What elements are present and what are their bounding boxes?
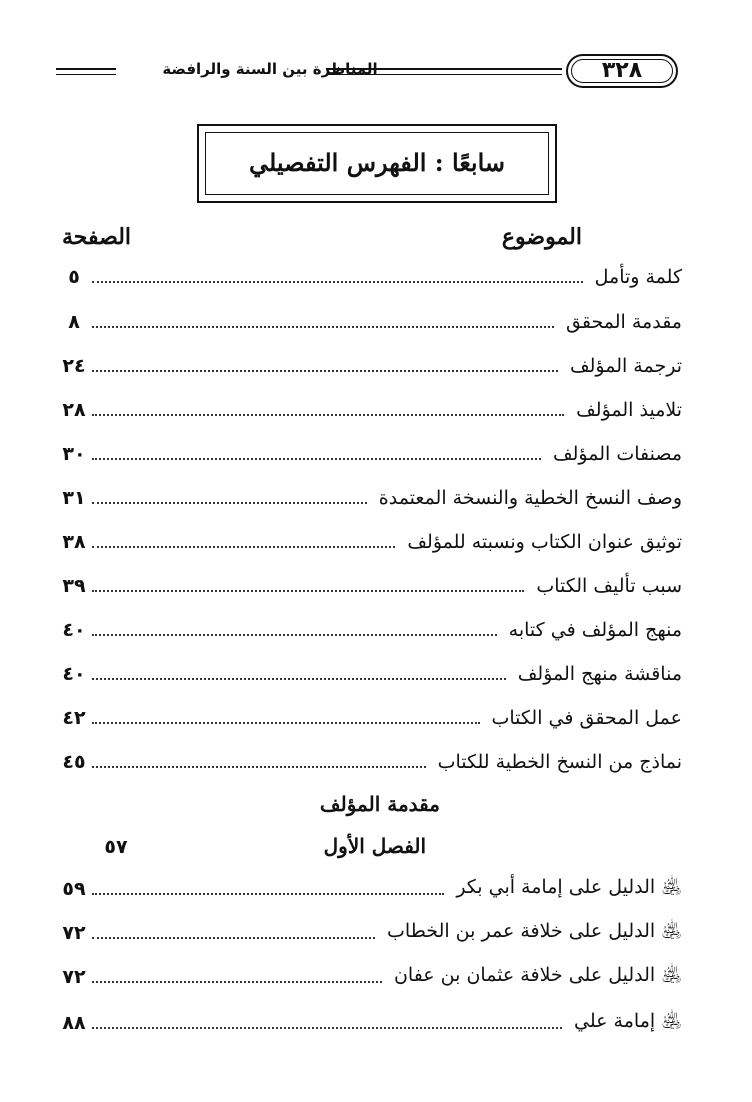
toc-entry[interactable] — [62, 569, 682, 603]
toc-entry-title: مناقشة منهج المؤلف — [517, 663, 682, 685]
toc-entry[interactable] — [62, 657, 682, 691]
leader-dots — [92, 893, 444, 895]
toc-entry-page: ٣٨ — [62, 531, 86, 553]
toc-entry-title: وصف النسخ الخطية والنسخة المعتمدة — [378, 487, 682, 509]
author-intro-heading[interactable]: مقدمة المؤلف — [319, 792, 440, 816]
column-header-topic: الموضوع — [501, 224, 582, 250]
header-rule-middle-top — [326, 68, 562, 70]
leader-dots — [92, 370, 558, 372]
leader-dots — [92, 766, 426, 768]
leader-dots — [92, 502, 367, 504]
toc-entry-page: ٧٢ — [62, 922, 86, 944]
leader-dots — [92, 281, 583, 283]
toc-entry-page: ٨ — [68, 311, 80, 333]
toc-entry-page: ٣١ — [62, 487, 86, 509]
leader-dots — [92, 722, 480, 724]
toc-entry-title: منهج المؤلف في كتابه — [508, 619, 682, 641]
leader-dots — [92, 937, 375, 939]
toc-entry[interactable] — [62, 1006, 682, 1040]
toc-entry[interactable] — [62, 960, 682, 994]
toc-entry[interactable] — [62, 525, 682, 559]
toc-entry-page: ٣٩ — [62, 575, 86, 597]
toc-entry-page: ٥٩ — [62, 878, 86, 900]
toc-entry-page: ٣٠ — [62, 443, 86, 465]
toc-entry-page: ٢٨ — [62, 399, 86, 421]
toc-entry-title: كلمة وتأمل — [594, 266, 682, 288]
toc-entry-page: ٥ — [68, 266, 80, 288]
toc-entry[interactable] — [62, 393, 682, 427]
book-title: المناظرة بين السنة والرافضة — [154, 60, 386, 78]
leader-dots — [92, 458, 541, 460]
leader-dots — [92, 590, 524, 592]
header-rule-middle-bottom — [326, 74, 562, 75]
toc-entry-title: مصنفات المؤلف — [552, 443, 682, 465]
leader-dots — [92, 981, 382, 983]
toc-entry-page: ٧٢ — [62, 966, 86, 988]
toc-entry-page: ٤٥ — [62, 751, 86, 773]
leader-dots — [92, 546, 395, 548]
toc-entry-title: سبب تأليف الكتاب — [536, 575, 682, 597]
toc-entry-title: مقدمة المحقق — [566, 311, 682, 333]
toc-entry[interactable] — [68, 305, 682, 339]
toc-entry[interactable] — [62, 613, 682, 647]
toc-entry-title: نماذج من النسخ الخطية للكتاب — [437, 751, 682, 773]
toc-entry-title: عمل المحقق في الكتاب — [491, 707, 682, 729]
toc-entry-title: إمامة علي ﵁ — [574, 1010, 682, 1032]
column-header-page: الصفحة — [62, 224, 132, 250]
toc-entry[interactable] — [62, 481, 682, 515]
toc-entry[interactable] — [62, 916, 682, 950]
toc-entry-title: ترجمة المؤلف — [569, 355, 682, 377]
toc-entry[interactable] — [62, 349, 682, 383]
header-rule-left-bottom — [56, 74, 116, 75]
page-number: ٣٢٨ — [566, 54, 678, 88]
toc-entry-page: ٢٤ — [62, 355, 86, 377]
chapter-heading[interactable]: الفصل الأول — [323, 834, 426, 858]
leader-dots — [92, 634, 497, 636]
running-header — [56, 52, 684, 92]
section-title-box — [197, 124, 557, 203]
toc-entry[interactable] — [62, 701, 682, 735]
leader-dots — [92, 678, 506, 680]
leader-dots — [92, 326, 554, 328]
toc-entry[interactable] — [62, 437, 682, 471]
toc-entry[interactable] — [68, 260, 682, 294]
toc-entry-title: توثيق عنوان الكتاب ونسبته للمؤلف — [407, 531, 682, 553]
section-title: سابعًا : الفهرس التفصيلي — [248, 148, 505, 177]
toc-entry-title: تلاميذ المؤلف — [576, 399, 682, 421]
header-rule-left-top — [56, 68, 116, 70]
toc-entry[interactable] — [62, 872, 682, 906]
toc-entry-page: ٤٠ — [62, 619, 86, 641]
toc-entry[interactable] — [62, 745, 682, 779]
toc-entry-page: ٨٨ — [62, 1012, 86, 1034]
toc-entry-title: الدليل على خلافة عمر بن الخطاب ﵁ — [387, 920, 682, 942]
chapter-page: ٥٧ — [104, 836, 128, 858]
toc-entry-title: الدليل على خلافة عثمان بن عفان ﵁ — [393, 964, 682, 986]
leader-dots — [92, 1027, 562, 1029]
leader-dots — [92, 414, 564, 416]
toc-entry-page: ٤٢ — [62, 707, 86, 729]
toc-entry-title: الدليل على إمامة أبي بكر ﵁ — [456, 876, 682, 898]
toc-entry-page: ٤٠ — [62, 663, 86, 685]
